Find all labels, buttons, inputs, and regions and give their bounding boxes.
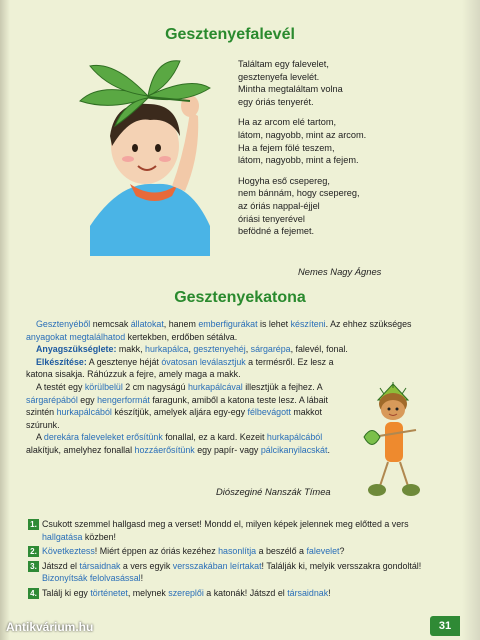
highlighted-word: hurkapálcából [56,407,112,418]
text-run: közben! [82,531,117,542]
poem-line: Ha a fejem fölé teszem, [238,142,335,153]
poem-stanza [238,175,438,238]
text-run: A gesztenye héját [86,356,162,367]
text-run: egy papír- vagy [194,444,261,455]
text-run: ! Találják ki, melyik versszakra gondoltál! [261,560,422,571]
text-run: , [245,344,251,355]
poem-line: Találtam egy falevelet, [238,59,329,69]
highlighted-word: szereplői [168,587,204,598]
book-spine-shadow [0,0,10,640]
highlighted-word: sárgarépa [250,344,291,355]
highlighted-word: gesztenyehéj [193,344,246,355]
task-text [42,519,409,542]
text-run: 2 cm nagyságú [122,381,188,392]
task-item [28,560,438,585]
highlighted-word: falevelet [306,546,340,557]
text-run: ! [328,587,331,598]
body-paragraph [26,381,346,431]
poem-stanza [238,116,438,166]
intro-paragraph [26,318,446,343]
highlighted-word: hozzáerősítünk [134,444,195,455]
highlighted-word: versszakában leírtakat [172,560,262,571]
text-run: A [36,432,44,443]
text-run: nemcsak [90,319,131,329]
highlighted-word: derekára faleveleket erősítünk [43,432,163,443]
poem-line: Hogyha eső csepereg, [238,175,330,186]
text-run: . Az ehhez szükséges [325,319,412,329]
task-item [28,545,438,558]
text-run: makkot szúrunk. [26,407,323,430]
watermark: Antikvárium.hu [6,620,94,634]
poem-line: látom, nagyobb, mint az arcom. [238,129,367,140]
task-number-badge: 4. [28,588,39,599]
craft-title: Gesztenyekatona [174,289,306,306]
highlighted-word: hasonlítja [218,546,257,557]
highlighted-word: hallgatása [42,531,83,542]
poem-line: befödné a fejemet. [238,226,315,237]
task-number-badge: 2. [28,546,39,557]
highlighted-word: óvatosan leválasztjuk [161,356,246,367]
poem-line: nem bánnám, hogy csepereg, [238,188,360,199]
task-number-badge: 3. [28,561,39,572]
text-run: egy [77,394,98,405]
text-run: A testét egy [36,381,85,392]
highlighted-word: anyagokat megtalálhatod [26,331,126,342]
text-run: , falevél, fonal. [290,344,348,355]
poem-line: gesztenyefa levelét. [238,71,320,82]
boy-with-leaf-illustration [60,56,230,256]
text-run: készítjük, amelyek aljára egy-egy [111,407,248,418]
text-run: a vers egyik [120,560,173,571]
task-item [28,587,438,600]
preparation-paragraph [26,356,346,381]
page-number: 31 [430,616,460,636]
text-run: . [327,444,330,455]
chestnut-soldier-illustration [358,382,428,500]
text-run: is lehet [257,319,291,329]
poem-title: Gesztenyefalevél [165,26,295,43]
text-run: ? [339,546,345,557]
task-list [28,518,438,602]
poem-line: Ha az arcom elé tartom, [238,117,337,128]
poem-stanza [238,58,438,108]
poem-line: látom, nagyobb, mint a fejem. [238,155,359,166]
highlighted-word: hengerformát [97,394,150,405]
text-run: Játszd el [42,560,80,571]
highlighted-word: hurkapálcából [266,432,323,443]
text-run: illesztjük a fejhez. A [242,381,323,392]
highlighted-word: sárgarépából [26,394,78,405]
highlighted-word: történetet [90,587,128,598]
text-run: fonallal, ez a kard. Kezeit [162,432,267,443]
task-text [42,588,331,598]
page-edge [462,0,480,640]
sword-paragraph [26,431,346,456]
highlighted-word: társaidnak [287,587,329,598]
text-run: Találj ki egy [42,587,91,598]
text-run: , [188,344,194,355]
poem-author: Nemes Nagy Ágnes [298,266,382,277]
task-number-badge: 1. [28,519,39,530]
craft-author: Diószeginé Nanszák Tímea [216,486,331,497]
text-run: a termésről. Ez lesz a katona sisakja. Ráhúzzuk a fejre, amely maga a makk. [26,356,334,380]
text-run: a katonák! Játszd el [203,587,288,598]
highlighted-word: pálcikanyilacskát [260,444,328,455]
poem [238,58,438,246]
highlighted-word: Bizonyítsák felolvasással [42,573,141,584]
highlighted-word: készíteni [290,319,326,329]
poem-line: óriási tenyerével [238,213,305,224]
highlighted-word: hurkapálcával [187,381,243,392]
poem-line: az óriás nappal-éjjel [238,200,320,211]
poem-line: Mintha megtaláltam volna [238,84,343,95]
highlighted-word: állatokat [130,319,164,329]
highlighted-word: Következtess [42,546,95,557]
text-run: , melynek [127,587,169,598]
task-item [28,518,438,543]
text-run: faragunk, amiből a katona teste lesz. A lábait szintén [26,394,328,418]
highlighted-word: társaidnak [79,560,121,571]
text-run: kertekben, erdőben sétálva. [125,331,238,342]
highlighted-word: félbevágott [247,407,291,418]
text-run: ! Miért éppen az óriás kezéhez [94,546,219,557]
text-run: a beszélő a [256,546,307,557]
text-run: , hanem [163,319,199,329]
poem-line: egy óriás tenyerét. [238,96,314,107]
task-text [42,546,344,556]
text-run: ! [140,573,144,584]
text-run: alakítjuk, amelyhez fonallal [26,444,135,455]
task-text [42,561,421,584]
preparation-label: Elkészítése: [36,356,87,367]
materials-text [116,344,347,354]
text-run: Csukott szemmel hallgasd meg a verset! Mondd el, milyen képek jelennek meg előtted a vers [42,519,409,529]
highlighted-word: körülbelül [84,381,123,392]
highlighted-word: emberfigurákat [198,319,258,329]
materials-paragraph [26,343,446,356]
materials-label: Anyagszükséglete: [36,344,117,355]
highlighted-word: hurkapálca [145,344,189,355]
highlighted-word: Gesztenyéből [36,319,91,329]
text-run: makk, [116,344,146,355]
